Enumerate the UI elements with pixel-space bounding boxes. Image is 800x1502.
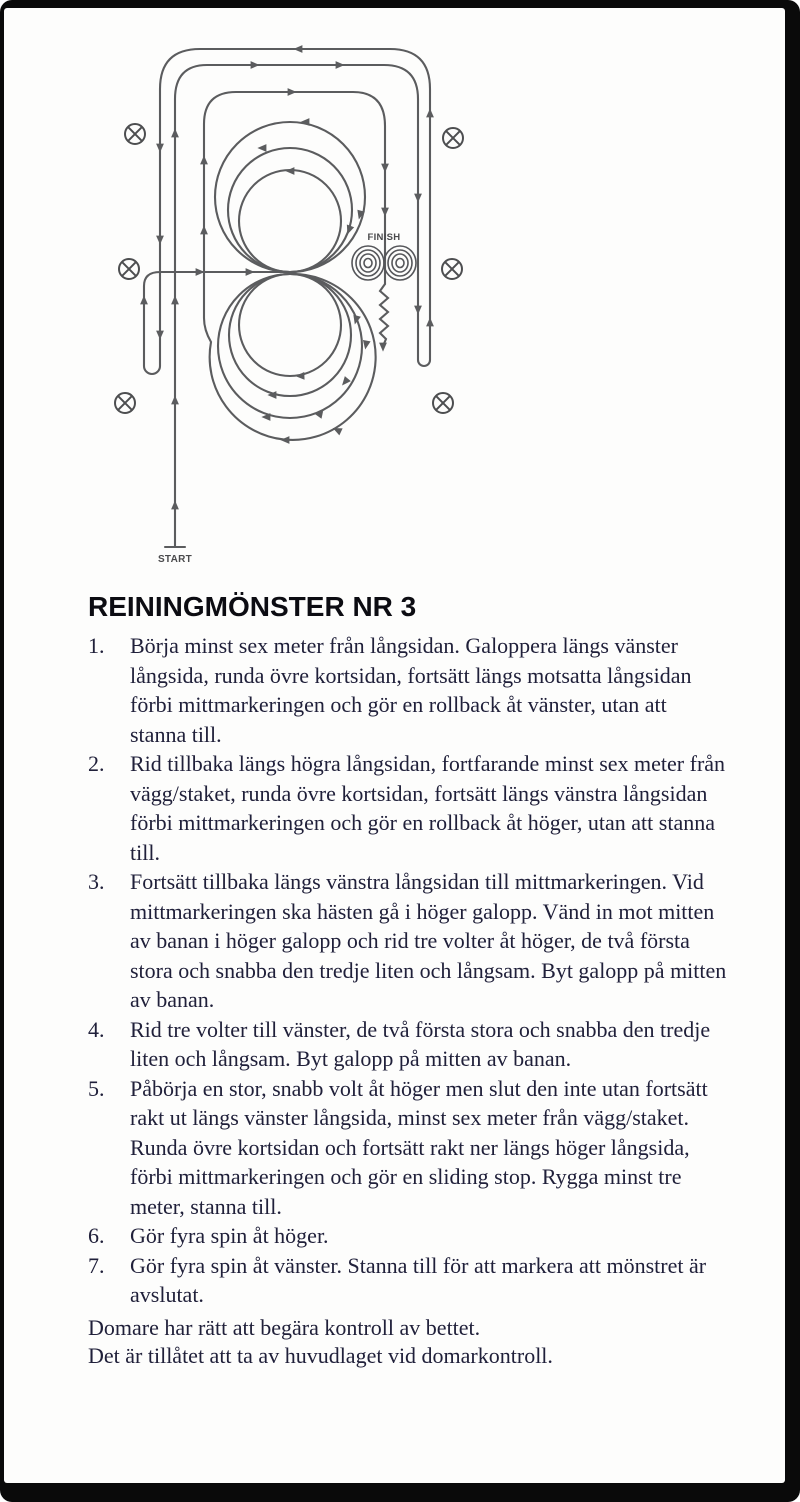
item-text: Påbörja en stor, snabb volt åt höger men slut den inte utan fortsätt rakt ut längs vänster långsida, minst sex meter från vägg/staket. Runda övre kortsidan och fortsätt rakt ner längs höger långsida, förbi mittmarkeringen och gör en sliding stop. Rygga minst tre meter, stanna till.	[130, 1075, 708, 1219]
item-text: Fortsätt tillbaka längs vänstra långsidan till mittmarkeringen. Vid mittmarkeringen ska hästen gå i höger galopp. Vänd in mot mitten av banan i höger galopp och rid tre volter åt höger, de två första stora och snabba den tredje liten och långsam. Byt galopp på mitten av banan.	[130, 869, 727, 1012]
item-number: 7.	[88, 1252, 105, 1278]
item-text: Börja minst sex meter från långsidan. Galoppera längs vänster långsida, runda övre kortsidan, fortsätt längs motsatta långsidan förbi mittmarkeringen och gör en rollback åt vänster, utan att stanna till.	[130, 633, 692, 747]
list-item	[88, 1074, 738, 1222]
circled-x-icon	[443, 128, 463, 148]
circled-x-icon	[119, 259, 139, 279]
sliding-stop-zigzag	[380, 284, 388, 346]
item-text: Gör fyra spin åt vänster. Stanna till för att markera att mönstret är avslutat.	[130, 1252, 707, 1307]
list-item	[88, 867, 738, 1015]
circled-x-icon	[433, 393, 453, 413]
item-text: Gör fyra spin åt höger.	[130, 1223, 329, 1248]
instruction-list	[88, 631, 738, 1310]
item-number: 2.	[88, 751, 105, 776]
list-item	[88, 749, 738, 867]
item-number: 4.	[88, 1016, 105, 1042]
document-page	[4, 8, 785, 1483]
circled-x-icon	[442, 259, 462, 279]
finish-label: FINISH	[367, 232, 401, 243]
item-number: 3.	[88, 869, 105, 894]
pattern-path	[144, 49, 430, 547]
list-item	[88, 631, 738, 749]
circled-x-icon	[115, 393, 135, 413]
start-label: START	[157, 554, 193, 565]
item-text: Rid tre volter till vänster, de två första stora och snabba den tredje liten och långsam. Byt galopp på mitten av banan.	[130, 1016, 711, 1071]
judge-note-line: Det är tillåtet att ta av huvudlaget vid domarkontroll.	[88, 1342, 553, 1368]
page-title: REININGMÖNSTER NR 3	[88, 591, 417, 622]
judge-notes	[88, 1314, 738, 1370]
list-item	[88, 1015, 738, 1074]
item-text: Rid tillbaka längs högra långsidan, fortfarande minst sex meter från vägg/staket, runda övre kortsidan, fortsätt längs vänstra långsidan förbi mittmarkeringen och gör en rollback åt höger, utan att stanna till.	[130, 751, 726, 865]
list-item	[88, 1251, 738, 1310]
circled-x-icon	[125, 124, 145, 144]
judge-note-line: Domare har rätt att begära kontroll av bettet.	[88, 1314, 481, 1340]
reining-pattern-diagram	[86, 10, 486, 588]
item-number: 6.	[88, 1223, 105, 1248]
pattern-instructions	[88, 590, 738, 1370]
item-number: 5.	[88, 1075, 105, 1101]
item-number: 1.	[88, 633, 105, 658]
direction-arrows	[140, 45, 434, 509]
list-item	[88, 1221, 738, 1251]
